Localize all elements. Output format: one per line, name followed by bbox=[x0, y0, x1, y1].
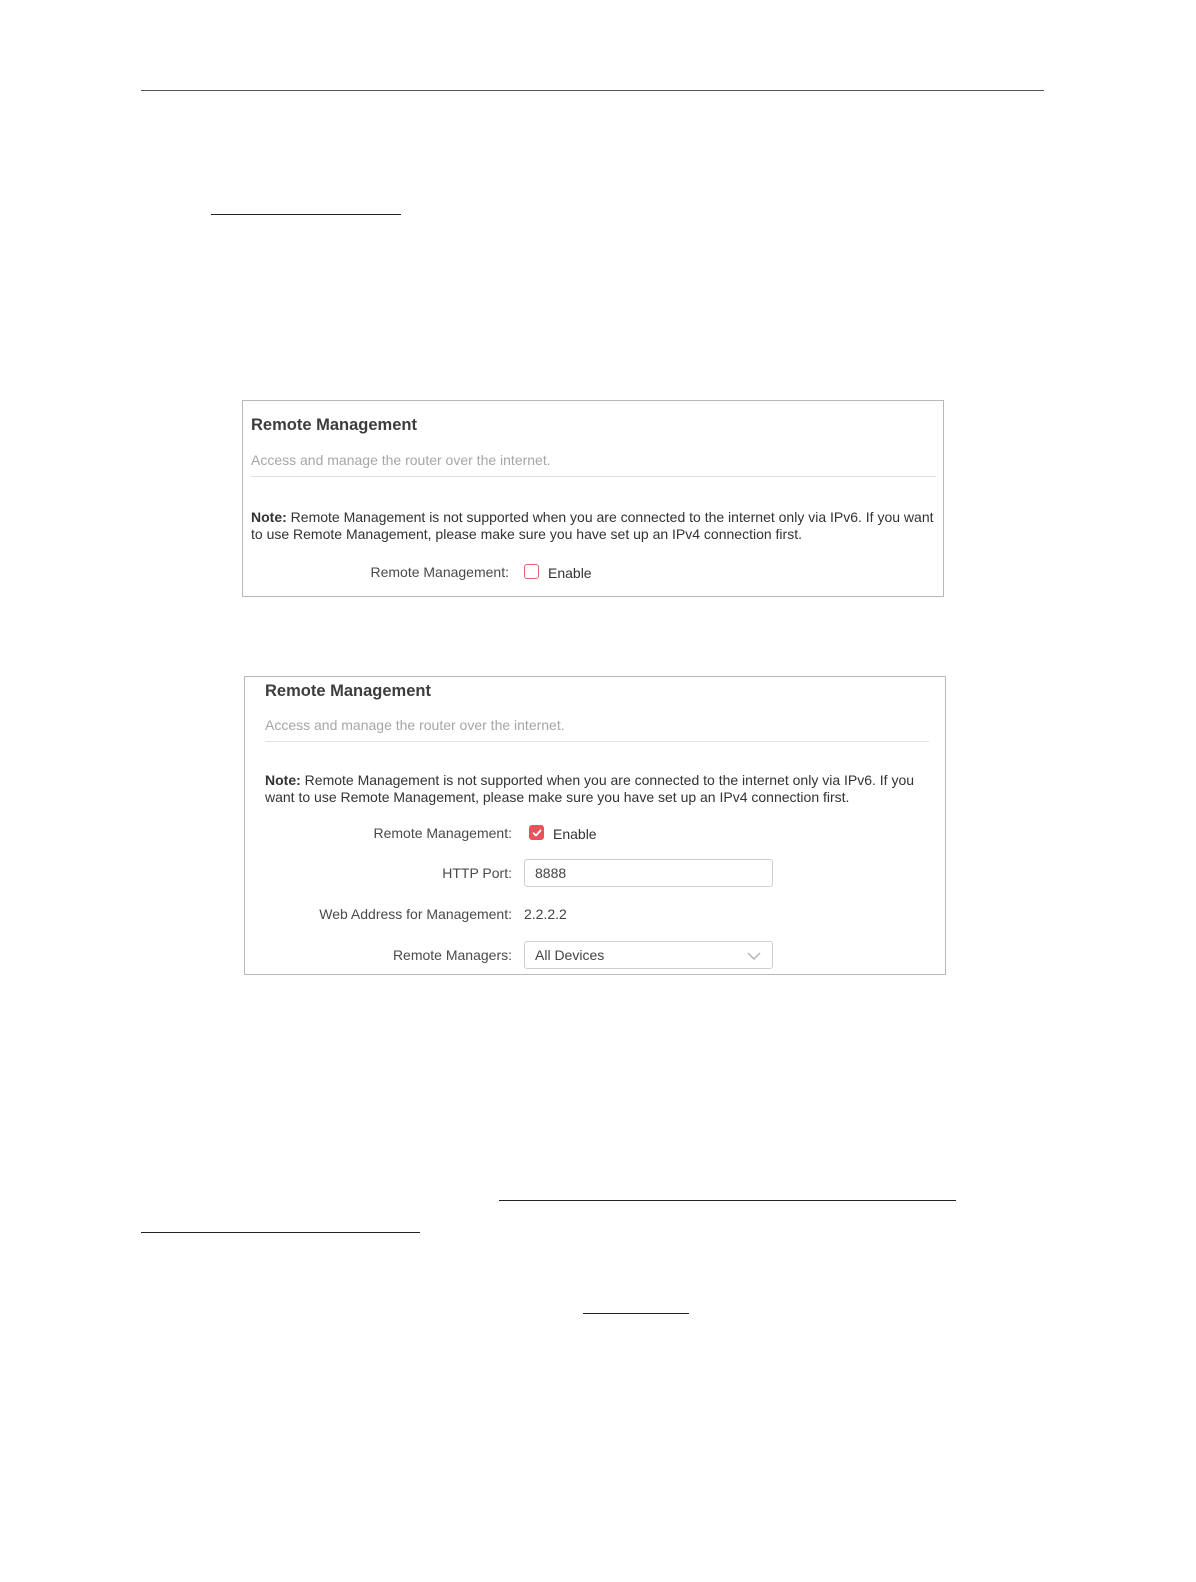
http-port-input[interactable] bbox=[524, 859, 773, 887]
chevron-down-icon bbox=[747, 952, 761, 960]
link-underline bbox=[211, 214, 401, 215]
header-rule bbox=[141, 90, 1044, 91]
remote-management-checkbox[interactable] bbox=[529, 825, 544, 840]
remote-management-label: Remote Management: bbox=[370, 564, 509, 580]
note-text bbox=[251, 509, 936, 543]
note-body: Remote Management is not supported when you are connected to the internet only via IPv6. If you want to use Remote Management, please make sure you have set up an IPv4 connection first. bbox=[265, 772, 915, 805]
panel-title: Remote Management bbox=[265, 682, 431, 700]
enable-label[interactable]: Enable bbox=[548, 565, 592, 581]
link-underline bbox=[141, 1232, 420, 1233]
checkmark-icon bbox=[532, 828, 542, 838]
web-address-label: Web Address for Management: bbox=[319, 906, 512, 922]
remote-management-label: Remote Management: bbox=[373, 825, 512, 841]
note-label: Note: bbox=[251, 509, 287, 525]
http-port-label: HTTP Port: bbox=[442, 865, 512, 881]
remote-management-panel-enabled bbox=[244, 676, 946, 975]
remote-managers-select[interactable] bbox=[524, 941, 773, 969]
remote-management-checkbox[interactable] bbox=[524, 564, 539, 579]
panel-title: Remote Management bbox=[251, 416, 417, 434]
link-underline bbox=[583, 1313, 689, 1314]
link-underline bbox=[499, 1200, 956, 1201]
panel-subtitle: Access and manage the router over the internet. bbox=[251, 452, 551, 468]
remote-managers-value: All Devices bbox=[535, 947, 605, 963]
note-label: Note: bbox=[265, 772, 301, 788]
remote-managers-label: Remote Managers: bbox=[392, 947, 512, 963]
panel-subtitle: Access and manage the router over the internet. bbox=[265, 717, 565, 733]
panel-divider bbox=[265, 741, 929, 742]
note-text bbox=[265, 772, 935, 806]
enable-label[interactable]: Enable bbox=[553, 826, 597, 842]
web-address-value: 2.2.2.2 bbox=[524, 906, 567, 922]
note-body: Remote Management is not supported when you are connected to the internet only via IPv6. If you want to use Remote Management, please make sure you have set up an IPv4 connection first. bbox=[251, 509, 934, 542]
remote-management-panel-disabled bbox=[242, 400, 944, 597]
panel-divider bbox=[251, 476, 936, 477]
